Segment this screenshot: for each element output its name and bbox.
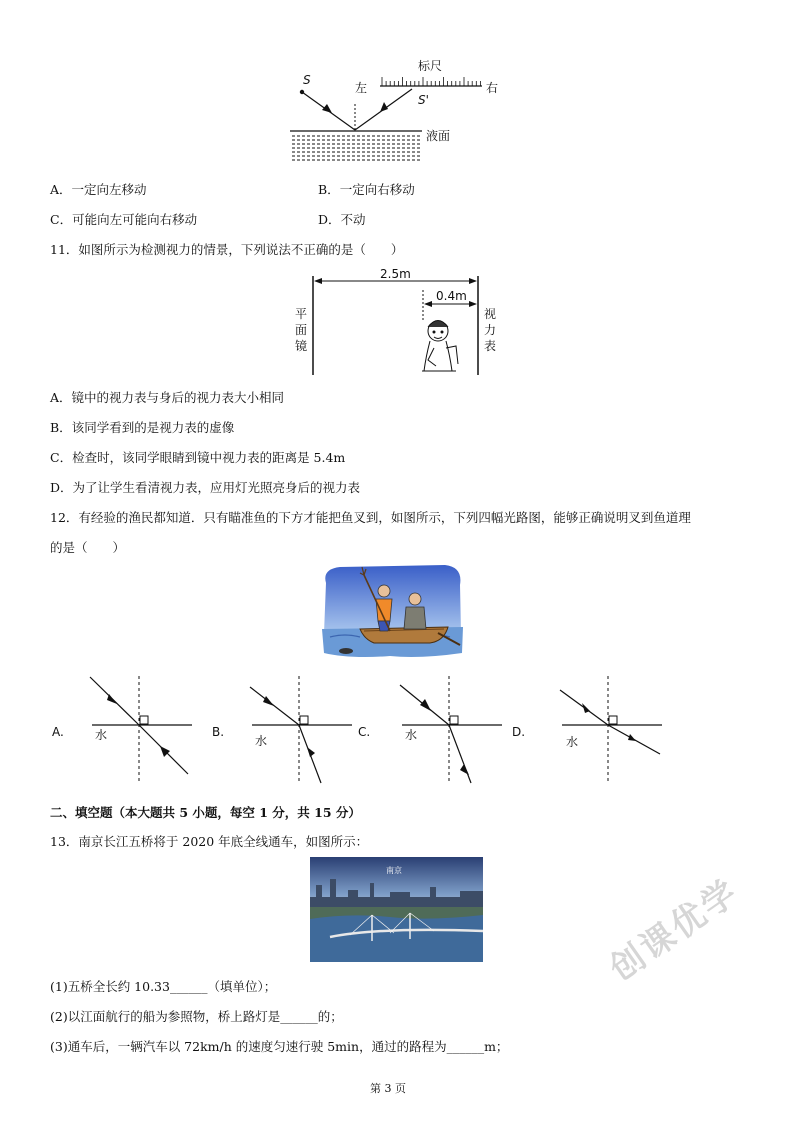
dim-total-label: 2.5m: [380, 267, 411, 281]
light-path-diagrams: [40, 670, 680, 795]
diagram-a-water: 水: [95, 728, 108, 742]
diagram-d-water: 水: [566, 735, 579, 749]
vision-test-figure: [280, 262, 520, 382]
page-number: 第 3 页: [370, 1082, 406, 1095]
chart-char-1: 视: [484, 307, 497, 321]
student-figure: [422, 321, 458, 372]
ruler-ticks: [382, 77, 480, 86]
diagram-b: [250, 676, 352, 783]
diagram-d-letter: D.: [512, 725, 526, 739]
q11-stem: 11．如图所示为检测视力的情景，下列说法不正确的是（ ）: [50, 242, 404, 257]
section-2-title: 二、填空题（本大题共 5 小题，每空 1 分，共 15 分）: [50, 805, 361, 820]
diagram-c-water: 水: [405, 728, 418, 742]
right-label: 右: [486, 81, 499, 95]
incident-arrow: [322, 104, 332, 113]
q13-part-3: (3)通车后，一辆汽车以 72km/h 的速度匀速行驶 5min，通过的路程为______m；: [50, 1039, 509, 1054]
dim-small-label: 0.4m: [436, 289, 467, 303]
liquid-level-figure: [280, 55, 520, 175]
left-label: 左: [355, 81, 368, 95]
liquid-hatching: [292, 136, 420, 160]
diagram-b-letter: B.: [212, 725, 225, 739]
q13-part-2: (2)以江面航行的船为参照物，桥上路灯是______的；: [50, 1009, 343, 1024]
photo-caption: 南京: [386, 866, 402, 875]
dim-small-arrow-right: [469, 301, 477, 307]
chart-char-3: 表: [484, 339, 497, 353]
diagram-c-letter: C.: [358, 725, 371, 739]
surface-label: 液面: [426, 129, 451, 143]
reflected-arrow: [380, 102, 388, 112]
mirror-char-1: 平: [295, 307, 308, 321]
q13-part-1: (1)五桥全长约 10.33______（填单位）；: [50, 979, 277, 994]
q11-option-d: D．为了让学生看清视力表，应用灯光照亮身后的视力表: [50, 480, 361, 495]
q10-option-a: A．一定向左移动: [50, 182, 147, 197]
s-label: S: [303, 73, 311, 87]
q10-option-d: D．不动: [318, 212, 366, 227]
watermark: 创课优学: [602, 871, 747, 990]
diagram-a-letter: A.: [52, 725, 64, 739]
q12-stem-line1: 12．有经验的渔民都知道．只有瞄准鱼的下方才能把鱼叉到，如图所示，下列四幅光路图，能够正确说明叉到鱼道理: [50, 510, 691, 525]
q11-option-a: A．镜中的视力表与身后的视力表大小相同: [50, 390, 285, 405]
fishing-illustration: [320, 563, 465, 660]
diagram-d: [560, 676, 662, 781]
s-prime-label: S': [418, 93, 429, 107]
q12-stem-line2: 的是（ ）: [50, 540, 126, 555]
q11-option-c: C．检查时，该同学眼睛到镜中视力表的距离是 5.4m: [50, 450, 346, 465]
mirror-char-3: 镜: [295, 339, 308, 353]
chart-char-2: 力: [484, 323, 497, 337]
q10-option-c: C．可能向左可能向右移动: [50, 212, 198, 227]
q13-stem: 13．南京长江五桥将于 2020 年底全线通车，如图所示：: [50, 834, 369, 849]
bridge-photo: [310, 857, 483, 962]
dim-small-arrow-left: [424, 301, 432, 307]
dim-total-arrow-left: [314, 278, 322, 284]
q10-option-b: B．一定向右移动: [318, 182, 415, 197]
mirror-char-2: 面: [295, 323, 308, 337]
dim-total-arrow-right: [469, 278, 477, 284]
diagram-b-water: 水: [255, 734, 268, 748]
q11-option-b: B．该同学看到的是视力表的虚像: [50, 420, 235, 435]
ruler-label: 标尺: [418, 59, 443, 73]
